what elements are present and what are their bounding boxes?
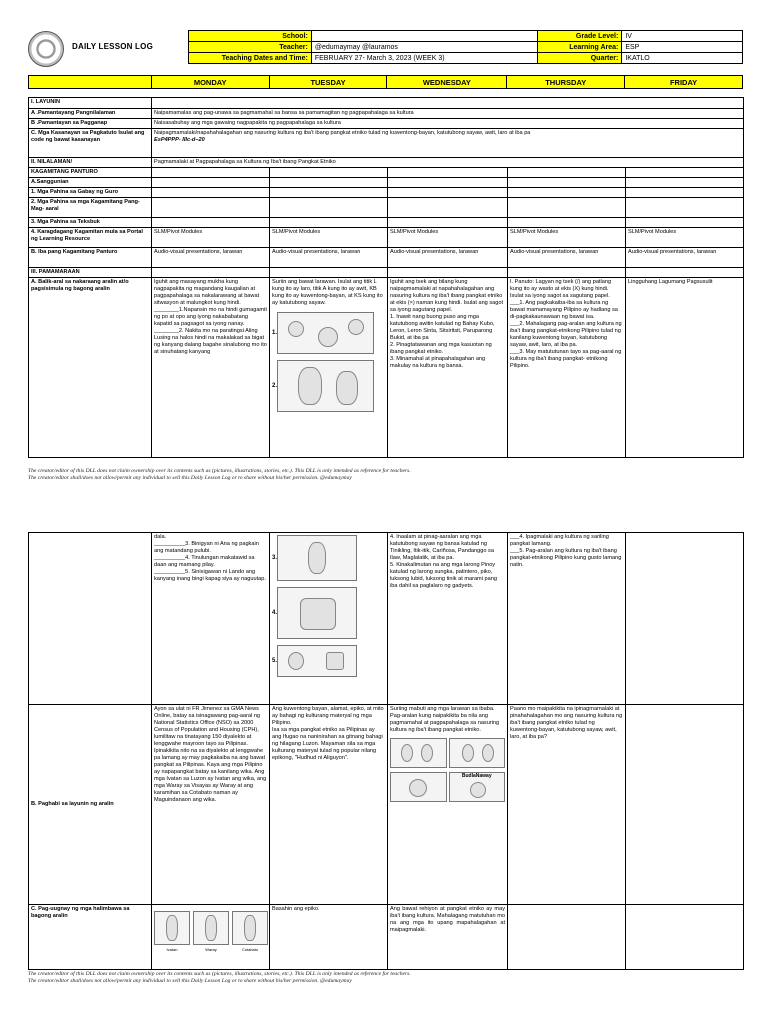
ethnic-caption-2: Waray — [205, 947, 217, 952]
balik-aral-tue: Suriin ang bawat larawan. Isulat ang titik L kung ito ay laro, titik A kung ito ay awit, KB kung ito ay kuwentong-bayan, at KS kung ito ay katutubong sayaw. — [272, 279, 383, 306]
days-blank-cell — [29, 76, 152, 89]
paghabi-label: B. Paghabi sa layunin ng aralin — [29, 705, 152, 905]
culture-photo-1 — [390, 738, 447, 768]
balik-aral-wed: Iguhit ang tsek ang bilang kung naipagmamalaki at napahahalagahan ang nasuring kultura ng iba't ibang pangkat etniko at ekis (×) naman kung hindi. Isulat ang sagot sa iyong sagutang papel. 1. Inawit nang buong puso ang mga katutubong awitin katulad ng Bahay Kubo, Leron, Leron Sinta, Sitsiritsit, Paruparong Bukid, at iba pa 2. Pinagtatawanan ang mga kasuotan ng ibang pangkat etniko. 3. Minamahal at pinapahalagahan ang makulay na kultura ng bansa. — [388, 278, 508, 458]
pag-uugnay-wed: Ang bawat rehiyon at pangkat etniko ay may iba't ibang kultura. Mahalagang matutuhan mo na ang mga ito upang mapahalagahan at maipagmalaki. — [388, 905, 508, 970]
dll-title: DAILY LESSON LOG — [72, 42, 153, 51]
iba-pang-kagamitan-label: B. Iba pang Kagamitang Panturo — [29, 248, 152, 268]
ethnic-caption-1: Ivatan — [166, 947, 178, 952]
balik-aral-label: A. Balik-aral sa nakaraang aralin at/o pagsisimula ng bagong aralin — [29, 278, 152, 458]
footer-disclaimer-1-page2: The creator/editor of this DLL does not claim ownership over its contents such as (pictures, illustrations, stories, etc.). This DLL is only intended as reference for teachers. — [28, 971, 411, 977]
pic-number-3: 3. — [272, 554, 278, 561]
kasanayan-code: EsP4PPP- IIIc-d–20 — [154, 137, 205, 143]
footer-disclaimer-2-page2: The creator/editor shall/does not allow/permit any individual to sell this Daily Lesson Log or to share without his/her permission. @edumaymay — [28, 978, 352, 984]
lesson-table-page1 — [28, 97, 744, 458]
paghabi-thu: Paano mo maipakikita na ipinagmamalaki at pinahahalagahan mo ang nasuring kultura ng iba't ibang pangkat etniko tulad ng kuwentong-bayan, katutubong sayaw, awit, laro, at iba pa? — [508, 705, 626, 905]
iba-pang-wed: Audio-visual presentations, larawan — [388, 248, 508, 268]
kagamitang-mag-aaral-label: 2. Mga Pahina sa mga Kagamitang Pang- Mag- aaral — [29, 198, 152, 218]
day-wednesday: WEDNESDAY — [387, 76, 507, 89]
quarter-value: IKATLO — [622, 53, 743, 64]
pamantayan-pagganap-label: B .Pamantayan sa Pagganap — [29, 119, 152, 129]
ethnic-figure-1 — [154, 911, 190, 945]
grade-level-value: IV — [622, 31, 743, 42]
sanggunian-label: A.Sanggunian — [29, 178, 152, 188]
pamamaraan-heading: III. PAMAMARAAN — [29, 268, 152, 278]
lr-portal-fri: SLM/Pivot Modules — [626, 228, 744, 248]
day-thursday: THURSDAY — [507, 76, 625, 89]
ethnic-groups-illustration — [154, 910, 267, 953]
paghabi-wed: Suriing mabuti ang mga larawan sa ibaba. Pag-aralan kung naipakikita ba nila ang pagmamahal at pagpapahalaga sa nasuring kultura ng iba't ibang pangkat etniko. — [390, 706, 500, 733]
balik-aral-cont-thu: ___4. Ipagmalaki ang kultura ng sariling pangkat lamang. ___5. Pag-aralan ang kultura ng iba't ibang pangkat-etnikong Pilipino kung gusto lamang natin. — [508, 533, 626, 705]
teacher-label: Teacher: — [189, 42, 312, 53]
day-friday: FRIDAY — [625, 76, 743, 89]
kasanayan-label: C. Mga Kasanayan sa Pagkatuto Isulat ang code ng bawat kasanayan — [29, 129, 152, 158]
school-value — [311, 31, 538, 42]
header-row-school — [189, 31, 743, 42]
lr-portal-thu: SLM/Pivot Modules — [508, 228, 626, 248]
deped-seal-logo — [28, 31, 64, 67]
lr-portal-mon: SLM/Pivot Modules — [152, 228, 270, 248]
culture-photo-4 — [449, 772, 506, 802]
balik-aral-cont-wed: 4. Inaalam at pinag-aaralan ang mga katutubong sayaw ng bansa katulad ng Tinikling, Itik-itik, Cariñosa, Pandanggo sa Ilaw, Maglalatik, at iba pa. 5. Kinakalimutan na ang mga larong Pinoy katulad ng larong sungka, patintero, piko, luksong lubid, luksong tinik at marami pang iba dahil sa paglalaro ng gadyets. — [388, 533, 508, 705]
header-info-table — [188, 30, 743, 64]
pic-number-2: 2. — [272, 382, 278, 389]
pamantayang-pangnilalaman-label: A .Pamantayang Pangnilalaman — [29, 109, 152, 119]
footer-disclaimer-1: The creator/editor of this DLL does not claim ownership over its contents such as (pictures, illustrations, stories, etc.). This DLL is only intended as reference for teachers. — [28, 468, 411, 474]
quarter-label: Quarter: — [538, 53, 622, 64]
music-singing-illustration — [277, 645, 357, 677]
culture-photo-4-caption: BudlaNaway — [461, 773, 492, 779]
storytelling-illustration — [277, 360, 374, 412]
learning-area-value: ESP — [622, 42, 743, 53]
lr-portal-wed: SLM/Pivot Modules — [388, 228, 508, 248]
paghabi-tue: Ang kuwentong bayan, alamat, epiko, at mito ay bahagi ng kulturang materyal ng mga Pilipino. Isa sa mga pangkat etniko sa Pilipinas ay ang Ifugao na naninirahan sa gitnang bahagi ng hilagang Luzon. Mayaman sila sa mga kulturang materyal tulad ng popular nilang epikong, "Hudhud ni Aliguyon". — [270, 705, 388, 905]
culture-photo-3 — [390, 772, 447, 802]
day-tuesday: TUESDAY — [269, 76, 387, 89]
paghabi-mon: Ayon sa ulat ni FR Jimenez sa GMA News Online, batay sa isinagawang pag-aaral ng National Statistics Office (NSO) sa 2000 Census of Population and Housing (CPH), lumilitaw na tinatayang 150 diyalekto at lenggwahe mayroon tayo sa Pilipinas. Ipinakikita nito na sa diyalekto at lenggwahe pa lamang ay may pagkakaiba na ang bawat pangkat sa Pilipinas. Kaya ang mga Pilipino ay napapangkat batay sa kanilang wika. Ang mga Ivatan sa Luzon ay Ivatan ang wika, ang mga Waray sa Visayas ay Waray at ang karamihan sa Cotabato naman ay Maguindanaon ang wika. — [152, 705, 270, 905]
balik-aral-mon: Iguhit ang masayang mukha kung nagpapakita ng magandang kaugalian at pagpapahalaga sa nakalarawang at bawat sitwasyon at malungkot kung hindi. ________1.Napansin mo na hindi gumagamit ng po at opo ang iyong nakababatang kapatid sa pagsagot sa iyong nanay. ________2. Nakita mo na paratingsi Aling Lusing na halos hindi na makalakad sa bigat ng kanyang dalang bagahe sinalubong mo ito at sinuhatang kanyang — [152, 278, 270, 458]
pamantayan-pagganap-value: Naisasabuhay ang mga gawaing nagpapakita ng pagpapahalaga sa kultura — [152, 119, 744, 129]
teacher-value: @edumaymay @lauramos — [311, 42, 538, 53]
nilalaman-value: Pagmamalaki at Pagpapahalaga sa Kultura ng Iba't ibang Pangkat Etniko — [152, 158, 744, 168]
nilalaman-heading: II. NILALAMAN/ — [29, 158, 152, 168]
balik-aral-thu: I. Panuto: Lagyan ng tsek (/) ang patlang kung ito ay wasto at ekis (X) kung hindi. Isulat sa iyong sagot sa sagutang papel. ___1. Ang pagkakaiba-iba sa kultura ng bawat mamamayang Pilipino ay hadlang sa di-pagkakaunawaan ng bawat isa. ___2. Mahalagang pag-aralan ang kultura ng iba't ibang pangkat-etnikong Pilipino tulad ng kanilang kuwentong bayan, katutubong sayaw, awit, laro, at iba pa. ___3. May matututunan tayo sa pag-aaral ng kultura ng iba't ibang pangkat- etnikong Pilipino. — [508, 278, 626, 458]
footer-disclaimer-2: The creator/editor shall/does not allow/permit any individual to sell this Daily Lesson Log or to share without his/her permission. @edumaymay — [28, 475, 352, 481]
pic-number-5: 5. — [272, 657, 278, 664]
header-row-dates — [189, 53, 743, 64]
kasanayan-value: Naipagmamalaki/napahahalagahan ang nasuring kultura ng iba't ibang pangkat etniko tulad ng kuwentong-bayan, katutubong sayaw, awit, laro at iba pa — [154, 130, 531, 136]
school-label: School: — [189, 31, 312, 42]
ethnic-figure-3 — [232, 911, 268, 945]
learning-area-label: Learning Area: — [538, 42, 622, 53]
days-header — [28, 75, 743, 89]
ethnic-figure-2 — [193, 911, 229, 945]
header-row-teacher — [189, 42, 743, 53]
day-monday: MONDAY — [151, 76, 269, 89]
lr-portal-tue: SLM/Pivot Modules — [270, 228, 388, 248]
pag-uugnay-label: C. Pag-uugnay ng mga halimbawa sa bagong aralin — [29, 905, 152, 970]
kagamitan-heading: KAGAMITANG PANTURO — [29, 168, 152, 178]
dancing-figure-illustration — [277, 535, 357, 581]
lr-portal-label: 4. Karagdagang Kagamitan mula sa Portal ng Learning Resource — [29, 228, 152, 248]
balik-aral-cont-mon: dala. __________3. Binigyan ni Ana ng pagkain ang matandang pulubi. __________4. Tinulungan makatawid sa daan ang mamang pilay. __________5. Sinisigawan ni Lando ang kanyang inang bingi kapag siya ay naguutap. — [152, 533, 270, 705]
balik-aral-fri: Lingguhang Lagumang Pagsusulit — [626, 278, 744, 458]
ethnic-caption-3: Cotabato — [241, 947, 259, 952]
layunin-heading: I. LAYUNIN — [29, 98, 152, 109]
culture-photo-grid — [390, 737, 505, 803]
dates-value: FEBRUARY 27- March 3, 2023 (WEEK 3) — [311, 53, 538, 64]
book-legend-illustration — [277, 587, 357, 639]
pamantayang-pangnilalaman-value: Naipamamalas ang pag-unawa sa pagmamahal sa bansa sa pamamagitan ng pagpapahalaga sa kultura — [152, 109, 744, 119]
footer-page1 — [28, 468, 743, 482]
children-playing-illustration — [277, 312, 374, 354]
grade-level-label: Grade Level: — [538, 31, 622, 42]
iba-pang-tue: Audio-visual presentations, larawan — [270, 248, 388, 268]
footer-page2 — [28, 971, 743, 985]
dates-label: Teaching Dates and Time: — [189, 53, 312, 64]
iba-pang-fri: Audio-visual presentations, larawan — [626, 248, 744, 268]
pic-number-1: 1. — [272, 329, 278, 336]
iba-pang-mon: Audio-visual presentations, larawan — [152, 248, 270, 268]
gabay-guro-label: 1. Mga Pahina sa Gabay ng Guro — [29, 188, 152, 198]
culture-photo-2 — [449, 738, 506, 768]
pic-number-4: 4. — [272, 609, 278, 616]
lesson-table-page2 — [28, 532, 744, 970]
teksbuk-label: 3. Mga Pahina sa Teksbuk — [29, 218, 152, 228]
pag-uugnay-tue: Basahin ang epiko. — [270, 905, 388, 970]
iba-pang-thu: Audio-visual presentations, larawan — [508, 248, 626, 268]
